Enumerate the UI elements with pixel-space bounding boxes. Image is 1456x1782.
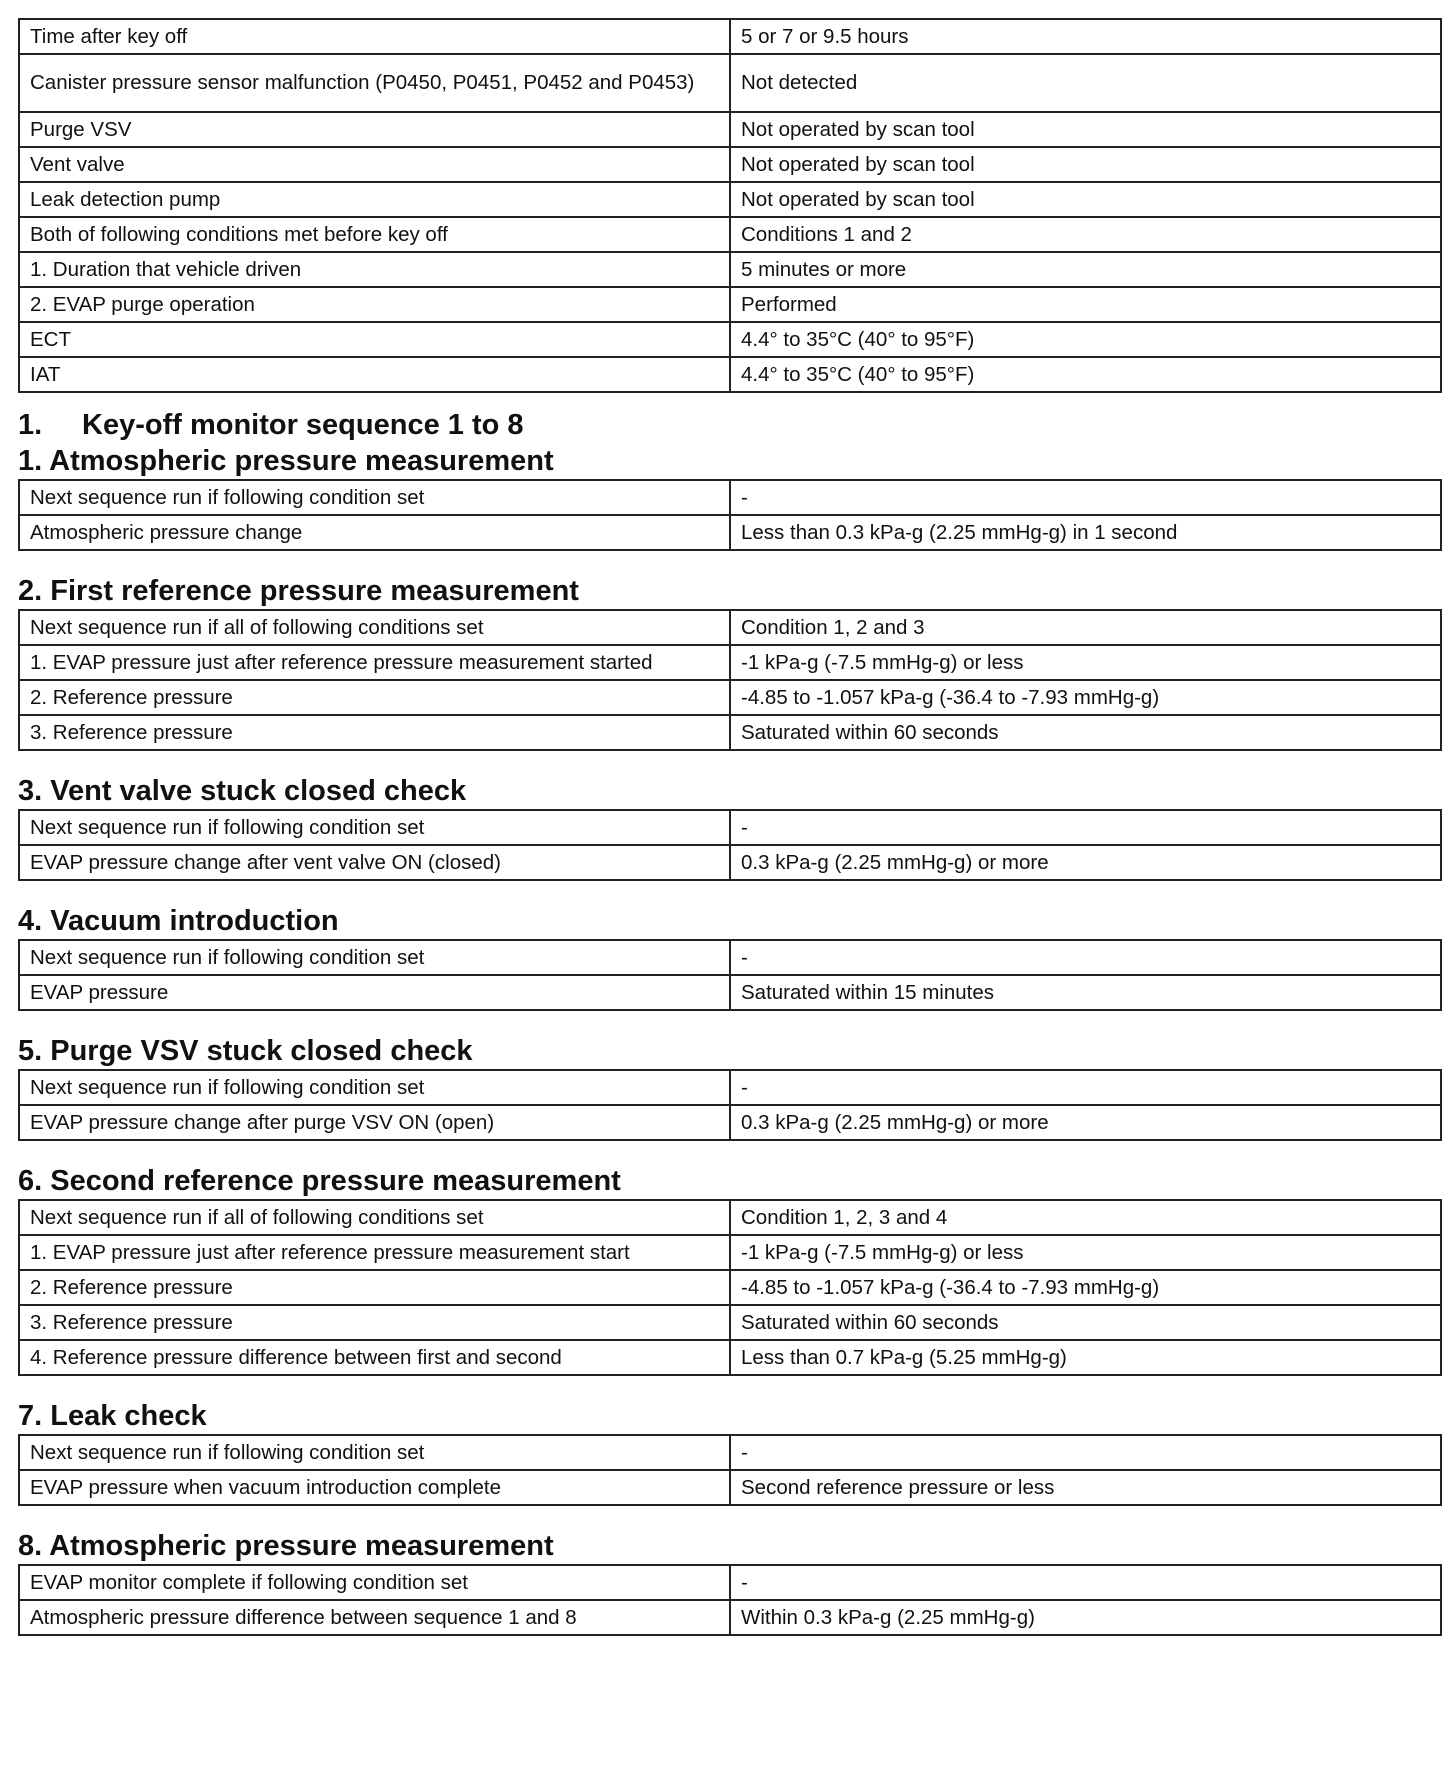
- condition-label: 2. Reference pressure: [19, 680, 730, 715]
- table-row: [19, 810, 1441, 845]
- condition-value: -1 kPa-g (-7.5 mmHg-g) or less: [730, 645, 1441, 680]
- condition-value: -4.85 to -1.057 kPa-g (-36.4 to -7.93 mmHg-g): [730, 680, 1441, 715]
- condition-label: 2. EVAP purge operation: [19, 287, 730, 322]
- condition-label: 3. Reference pressure: [19, 715, 730, 750]
- condition-label: Vent valve: [19, 147, 730, 182]
- table-row: [19, 1200, 1441, 1235]
- section-heading: 1. Atmospheric pressure measurement: [18, 445, 554, 477]
- table-row: [19, 182, 1441, 217]
- condition-value: -: [730, 1435, 1441, 1470]
- section-heading: 4. Vacuum introduction: [18, 905, 339, 937]
- section-table: [18, 1199, 1442, 1376]
- condition-value: Not operated by scan tool: [730, 147, 1441, 182]
- condition-value: -4.85 to -1.057 kPa-g (-36.4 to -7.93 mmHg-g): [730, 1270, 1441, 1305]
- table-row: [19, 515, 1441, 550]
- condition-value: Less than 0.7 kPa-g (5.25 mmHg-g): [730, 1340, 1441, 1375]
- condition-value: Saturated within 60 seconds: [730, 1305, 1441, 1340]
- condition-value: Second reference pressure or less: [730, 1470, 1441, 1505]
- condition-label: Next sequence run if following condition set: [19, 480, 730, 515]
- section-table: [18, 1564, 1442, 1636]
- condition-value: Not operated by scan tool: [730, 112, 1441, 147]
- condition-value: 5 or 7 or 9.5 hours: [730, 19, 1441, 54]
- table-row: [19, 1435, 1441, 1470]
- condition-label: Next sequence run if all of following conditions set: [19, 1200, 730, 1235]
- sequence-title: Key-off monitor sequence 1 to 8: [82, 409, 524, 441]
- condition-label: Next sequence run if following condition set: [19, 810, 730, 845]
- table-row: [19, 1305, 1441, 1340]
- condition-value: Not operated by scan tool: [730, 182, 1441, 217]
- table-row: [19, 357, 1441, 392]
- condition-value: Saturated within 15 minutes: [730, 975, 1441, 1010]
- condition-label: ECT: [19, 322, 730, 357]
- section-heading: 8. Atmospheric pressure measurement: [18, 1530, 554, 1562]
- table-row: [19, 1600, 1441, 1635]
- condition-value: -1 kPa-g (-7.5 mmHg-g) or less: [730, 1235, 1441, 1270]
- condition-label: Atmospheric pressure change: [19, 515, 730, 550]
- condition-value: Within 0.3 kPa-g (2.25 mmHg-g): [730, 1600, 1441, 1635]
- condition-value: Performed: [730, 287, 1441, 322]
- table-row: [19, 480, 1441, 515]
- condition-value: -: [730, 940, 1441, 975]
- condition-value: 5 minutes or more: [730, 252, 1441, 287]
- condition-label: 4. Reference pressure difference between first and second: [19, 1340, 730, 1375]
- condition-value: 0.3 kPa-g (2.25 mmHg-g) or more: [730, 845, 1441, 880]
- condition-value: Conditions 1 and 2: [730, 217, 1441, 252]
- condition-label: Next sequence run if following condition set: [19, 1070, 730, 1105]
- section-heading: 2. First reference pressure measurement: [18, 575, 579, 607]
- table-row: [19, 845, 1441, 880]
- condition-label: 1. Duration that vehicle driven: [19, 252, 730, 287]
- section-table: [18, 609, 1442, 751]
- table-row: [19, 610, 1441, 645]
- condition-label: EVAP monitor complete if following condition set: [19, 1565, 730, 1600]
- table-row: [19, 975, 1441, 1010]
- condition-value: Saturated within 60 seconds: [730, 715, 1441, 750]
- table-row: [19, 645, 1441, 680]
- sequence-number: 1.: [18, 409, 43, 441]
- condition-label: 3. Reference pressure: [19, 1305, 730, 1340]
- section-heading: 7. Leak check: [18, 1400, 207, 1432]
- condition-label: Next sequence run if following condition set: [19, 1435, 730, 1470]
- condition-value: -: [730, 810, 1441, 845]
- condition-label: EVAP pressure: [19, 975, 730, 1010]
- table-row: [19, 217, 1441, 252]
- condition-label: Leak detection pump: [19, 182, 730, 217]
- table-row: [19, 112, 1441, 147]
- condition-label: 1. EVAP pressure just after reference pressure measurement started: [19, 645, 730, 680]
- condition-value: -: [730, 480, 1441, 515]
- table-row: [19, 715, 1441, 750]
- condition-value: Not detected: [730, 54, 1441, 112]
- sequence-heading: [18, 407, 1456, 443]
- condition-value: Condition 1, 2 and 3: [730, 610, 1441, 645]
- condition-label: Purge VSV: [19, 112, 730, 147]
- table-row: [19, 1235, 1441, 1270]
- table-row: [19, 680, 1441, 715]
- condition-label: Next sequence run if all of following conditions set: [19, 610, 730, 645]
- table-row: [19, 1070, 1441, 1105]
- condition-value: Less than 0.3 kPa-g (2.25 mmHg-g) in 1 second: [730, 515, 1441, 550]
- table-row: [19, 287, 1441, 322]
- table-row: [19, 252, 1441, 287]
- condition-label: Both of following conditions met before key off: [19, 217, 730, 252]
- condition-value: 4.4° to 35°C (40° to 95°F): [730, 357, 1441, 392]
- table-row: [19, 1105, 1441, 1140]
- condition-label: 1. EVAP pressure just after reference pressure measurement start: [19, 1235, 730, 1270]
- section-table: [18, 809, 1442, 881]
- section-heading: 5. Purge VSV stuck closed check: [18, 1035, 473, 1067]
- condition-label: Time after key off: [19, 19, 730, 54]
- condition-label: Canister pressure sensor malfunction (P0450, P0451, P0452 and P0453): [19, 54, 730, 112]
- condition-value: 0.3 kPa-g (2.25 mmHg-g) or more: [730, 1105, 1441, 1140]
- condition-label: EVAP pressure change after purge VSV ON (open): [19, 1105, 730, 1140]
- table-row: [19, 1565, 1441, 1600]
- condition-label: 2. Reference pressure: [19, 1270, 730, 1305]
- condition-label: IAT: [19, 357, 730, 392]
- table-row: [19, 322, 1441, 357]
- table-row: [19, 1270, 1441, 1305]
- conditions-table: [18, 18, 1442, 393]
- table-row: [19, 1340, 1441, 1375]
- condition-value: 4.4° to 35°C (40° to 95°F): [730, 322, 1441, 357]
- section-heading: 3. Vent valve stuck closed check: [18, 775, 467, 807]
- condition-label: Atmospheric pressure difference between sequence 1 and 8: [19, 1600, 730, 1635]
- condition-value: -: [730, 1070, 1441, 1105]
- condition-label: EVAP pressure change after vent valve ON (closed): [19, 845, 730, 880]
- table-row: [19, 147, 1441, 182]
- section-table: [18, 1434, 1442, 1506]
- section-table: [18, 1069, 1442, 1141]
- table-row: [19, 54, 1441, 112]
- section-heading: 6. Second reference pressure measurement: [18, 1165, 621, 1197]
- condition-value: -: [730, 1565, 1441, 1600]
- section-table: [18, 479, 1442, 551]
- condition-value: Condition 1, 2, 3 and 4: [730, 1200, 1441, 1235]
- table-row: [19, 19, 1441, 54]
- condition-label: EVAP pressure when vacuum introduction complete: [19, 1470, 730, 1505]
- condition-label: Next sequence run if following condition set: [19, 940, 730, 975]
- table-row: [19, 1470, 1441, 1505]
- section-table: [18, 939, 1442, 1011]
- table-row: [19, 940, 1441, 975]
